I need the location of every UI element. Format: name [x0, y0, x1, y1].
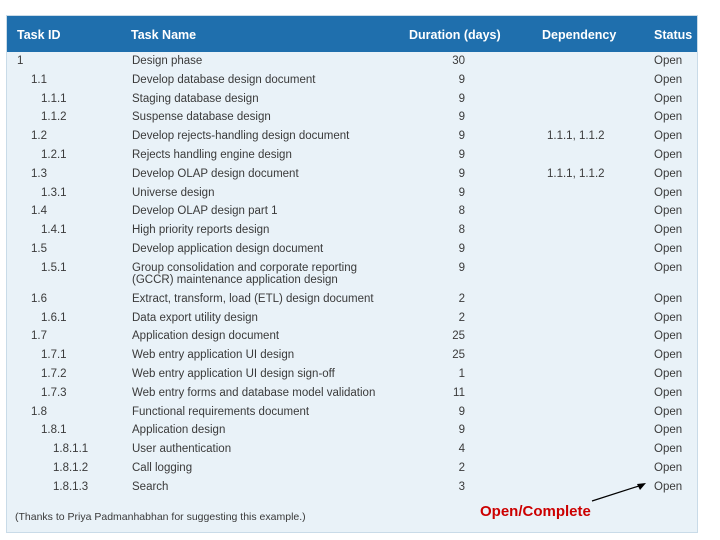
table-row — [7, 421, 697, 440]
table-row — [7, 52, 697, 71]
table-row — [7, 384, 697, 403]
table-row — [7, 440, 697, 459]
task-id: 1.7.3 — [41, 386, 67, 399]
task-name: Web entry forms and database model validation — [132, 386, 376, 399]
task-duration: 9 — [458, 130, 465, 143]
table-row — [7, 290, 697, 309]
task-duration: 9 — [458, 242, 465, 255]
task-name: Design phase — [132, 55, 203, 67]
task-status: Open — [654, 224, 683, 237]
task-id: 1.7.2 — [41, 367, 67, 380]
task-dependency: 1.1.1, 1.1.2 — [547, 167, 605, 180]
task-id: 1.6.1 — [41, 311, 67, 324]
task-status: Open — [654, 311, 683, 324]
task-id: 1.1.2 — [41, 111, 67, 124]
table-row — [7, 71, 697, 90]
task-id: 1.8.1.2 — [53, 461, 89, 474]
task-duration: 9 — [458, 186, 465, 199]
task-status: Open — [654, 292, 683, 305]
task-status: Open — [654, 111, 683, 124]
task-name: User authentication — [132, 443, 232, 456]
task-id: 1.4 — [31, 205, 47, 218]
task-name: Web entry application UI design sign-off — [132, 367, 335, 380]
task-duration: 9 — [458, 73, 465, 86]
task-name: Extract, transform, load (ETL) design document — [132, 292, 374, 305]
task-name: Develop application design document — [132, 242, 324, 255]
task-name: Develop OLAP design document — [132, 167, 299, 180]
footnote: (Thanks to Priya Padmanhabhan for suggesting this example.) — [15, 511, 306, 523]
task-name: High priority reports design — [132, 224, 270, 237]
table-row — [7, 309, 697, 328]
annotation-arrow-icon — [590, 478, 650, 504]
task-name: Web entry application UI design — [132, 349, 295, 362]
task-name: Develop OLAP design part 1 — [132, 205, 278, 218]
task-duration: 8 — [458, 224, 465, 237]
task-id: 1.6 — [31, 292, 47, 305]
task-status: Open — [654, 424, 683, 437]
task-duration: 3 — [458, 480, 465, 493]
task-name: Data export utility design — [132, 311, 258, 324]
task-id: 1.5.1 — [41, 261, 67, 274]
table-row — [7, 346, 697, 365]
task-name: Develop database design document — [132, 73, 316, 86]
task-duration: 4 — [458, 443, 465, 456]
task-status: Open — [654, 167, 683, 180]
header-dependency: Dependency — [542, 28, 617, 42]
table-row — [7, 327, 697, 346]
task-dependency: 1.1.1, 1.1.2 — [547, 130, 605, 143]
task-table — [6, 15, 698, 533]
header-duration: Duration (days) — [409, 28, 501, 42]
task-duration: 9 — [458, 424, 465, 437]
task-id: 1.3 — [31, 167, 47, 180]
task-id: 1.1 — [31, 73, 47, 86]
task-status: Open — [654, 55, 683, 67]
annotation-label: Open/Complete — [480, 503, 591, 520]
task-name: Universe design — [132, 186, 215, 199]
task-status: Open — [654, 261, 683, 274]
task-status: Open — [654, 242, 683, 255]
task-status: Open — [654, 405, 683, 418]
task-status: Open — [654, 205, 683, 218]
task-duration: 1 — [458, 367, 465, 380]
task-duration: 11 — [453, 386, 465, 399]
table-row — [7, 259, 697, 290]
task-status: Open — [654, 148, 683, 161]
task-status: Open — [654, 461, 683, 474]
task-name: Application design — [132, 424, 226, 437]
task-duration: 2 — [458, 461, 465, 474]
task-id: 1.4.1 — [41, 224, 67, 237]
task-status: Open — [654, 186, 683, 199]
task-status: Open — [654, 130, 683, 143]
table-header — [7, 16, 697, 52]
task-id: 1.1.1 — [41, 92, 67, 105]
task-duration: 25 — [452, 349, 465, 362]
table-row — [7, 184, 697, 203]
task-duration: 2 — [458, 311, 465, 324]
header-task-name: Task Name — [131, 28, 197, 42]
task-name: Rejects handling engine design — [132, 148, 292, 161]
header-task-id: Task ID — [17, 28, 61, 42]
task-duration: 9 — [458, 167, 465, 180]
task-status: Open — [654, 92, 683, 105]
task-name: Group consolidation and corporate reporting (GCCR) maintenance application design — [132, 261, 358, 287]
task-status: Open — [654, 73, 683, 86]
task-name: Suspense database design — [132, 111, 271, 124]
table-row — [7, 240, 697, 259]
task-name: Develop rejects-handling design document — [132, 130, 350, 143]
task-duration: 25 — [452, 330, 465, 343]
task-status: Open — [654, 330, 683, 343]
table-row — [7, 221, 697, 240]
table-row — [7, 127, 697, 146]
task-name: Call logging — [132, 461, 193, 474]
task-status: Open — [654, 443, 683, 456]
table-row — [7, 108, 697, 127]
task-status: Open — [654, 349, 683, 362]
task-duration: 2 — [458, 292, 465, 305]
task-duration: 9 — [458, 261, 465, 274]
table-row — [7, 146, 697, 165]
task-id: 1.2.1 — [41, 148, 67, 161]
task-status: Open — [654, 386, 683, 399]
table-row — [7, 202, 697, 221]
task-id: 1.2 — [31, 130, 47, 143]
table-row — [7, 403, 697, 422]
task-id: 1 — [17, 55, 24, 67]
task-id: 1.8 — [31, 405, 47, 418]
task-duration: 30 — [452, 55, 465, 67]
task-duration: 9 — [458, 111, 465, 124]
table-row — [7, 459, 697, 478]
task-id: 1.8.1.3 — [53, 480, 89, 493]
task-name: Application design document — [132, 330, 280, 343]
task-id: 1.7 — [31, 330, 47, 343]
table-row — [7, 365, 697, 384]
table-row — [7, 165, 697, 184]
task-status: Open — [654, 480, 683, 493]
task-duration: 9 — [458, 148, 465, 161]
task-name: Staging database design — [132, 92, 259, 105]
task-id: 1.8.1.1 — [53, 443, 89, 456]
task-duration: 8 — [458, 205, 465, 218]
table-body — [7, 52, 697, 497]
task-name: Functional requirements document — [132, 405, 310, 418]
task-id: 1.3.1 — [41, 186, 67, 199]
task-duration: 9 — [458, 92, 465, 105]
task-id: 1.5 — [31, 242, 47, 255]
task-name: Search — [132, 480, 169, 493]
task-duration: 9 — [458, 405, 465, 418]
header-status: Status — [654, 28, 693, 42]
task-id: 1.8.1 — [41, 424, 67, 437]
task-id: 1.7.1 — [41, 349, 67, 362]
task-status: Open — [654, 367, 683, 380]
table-row — [7, 90, 697, 109]
